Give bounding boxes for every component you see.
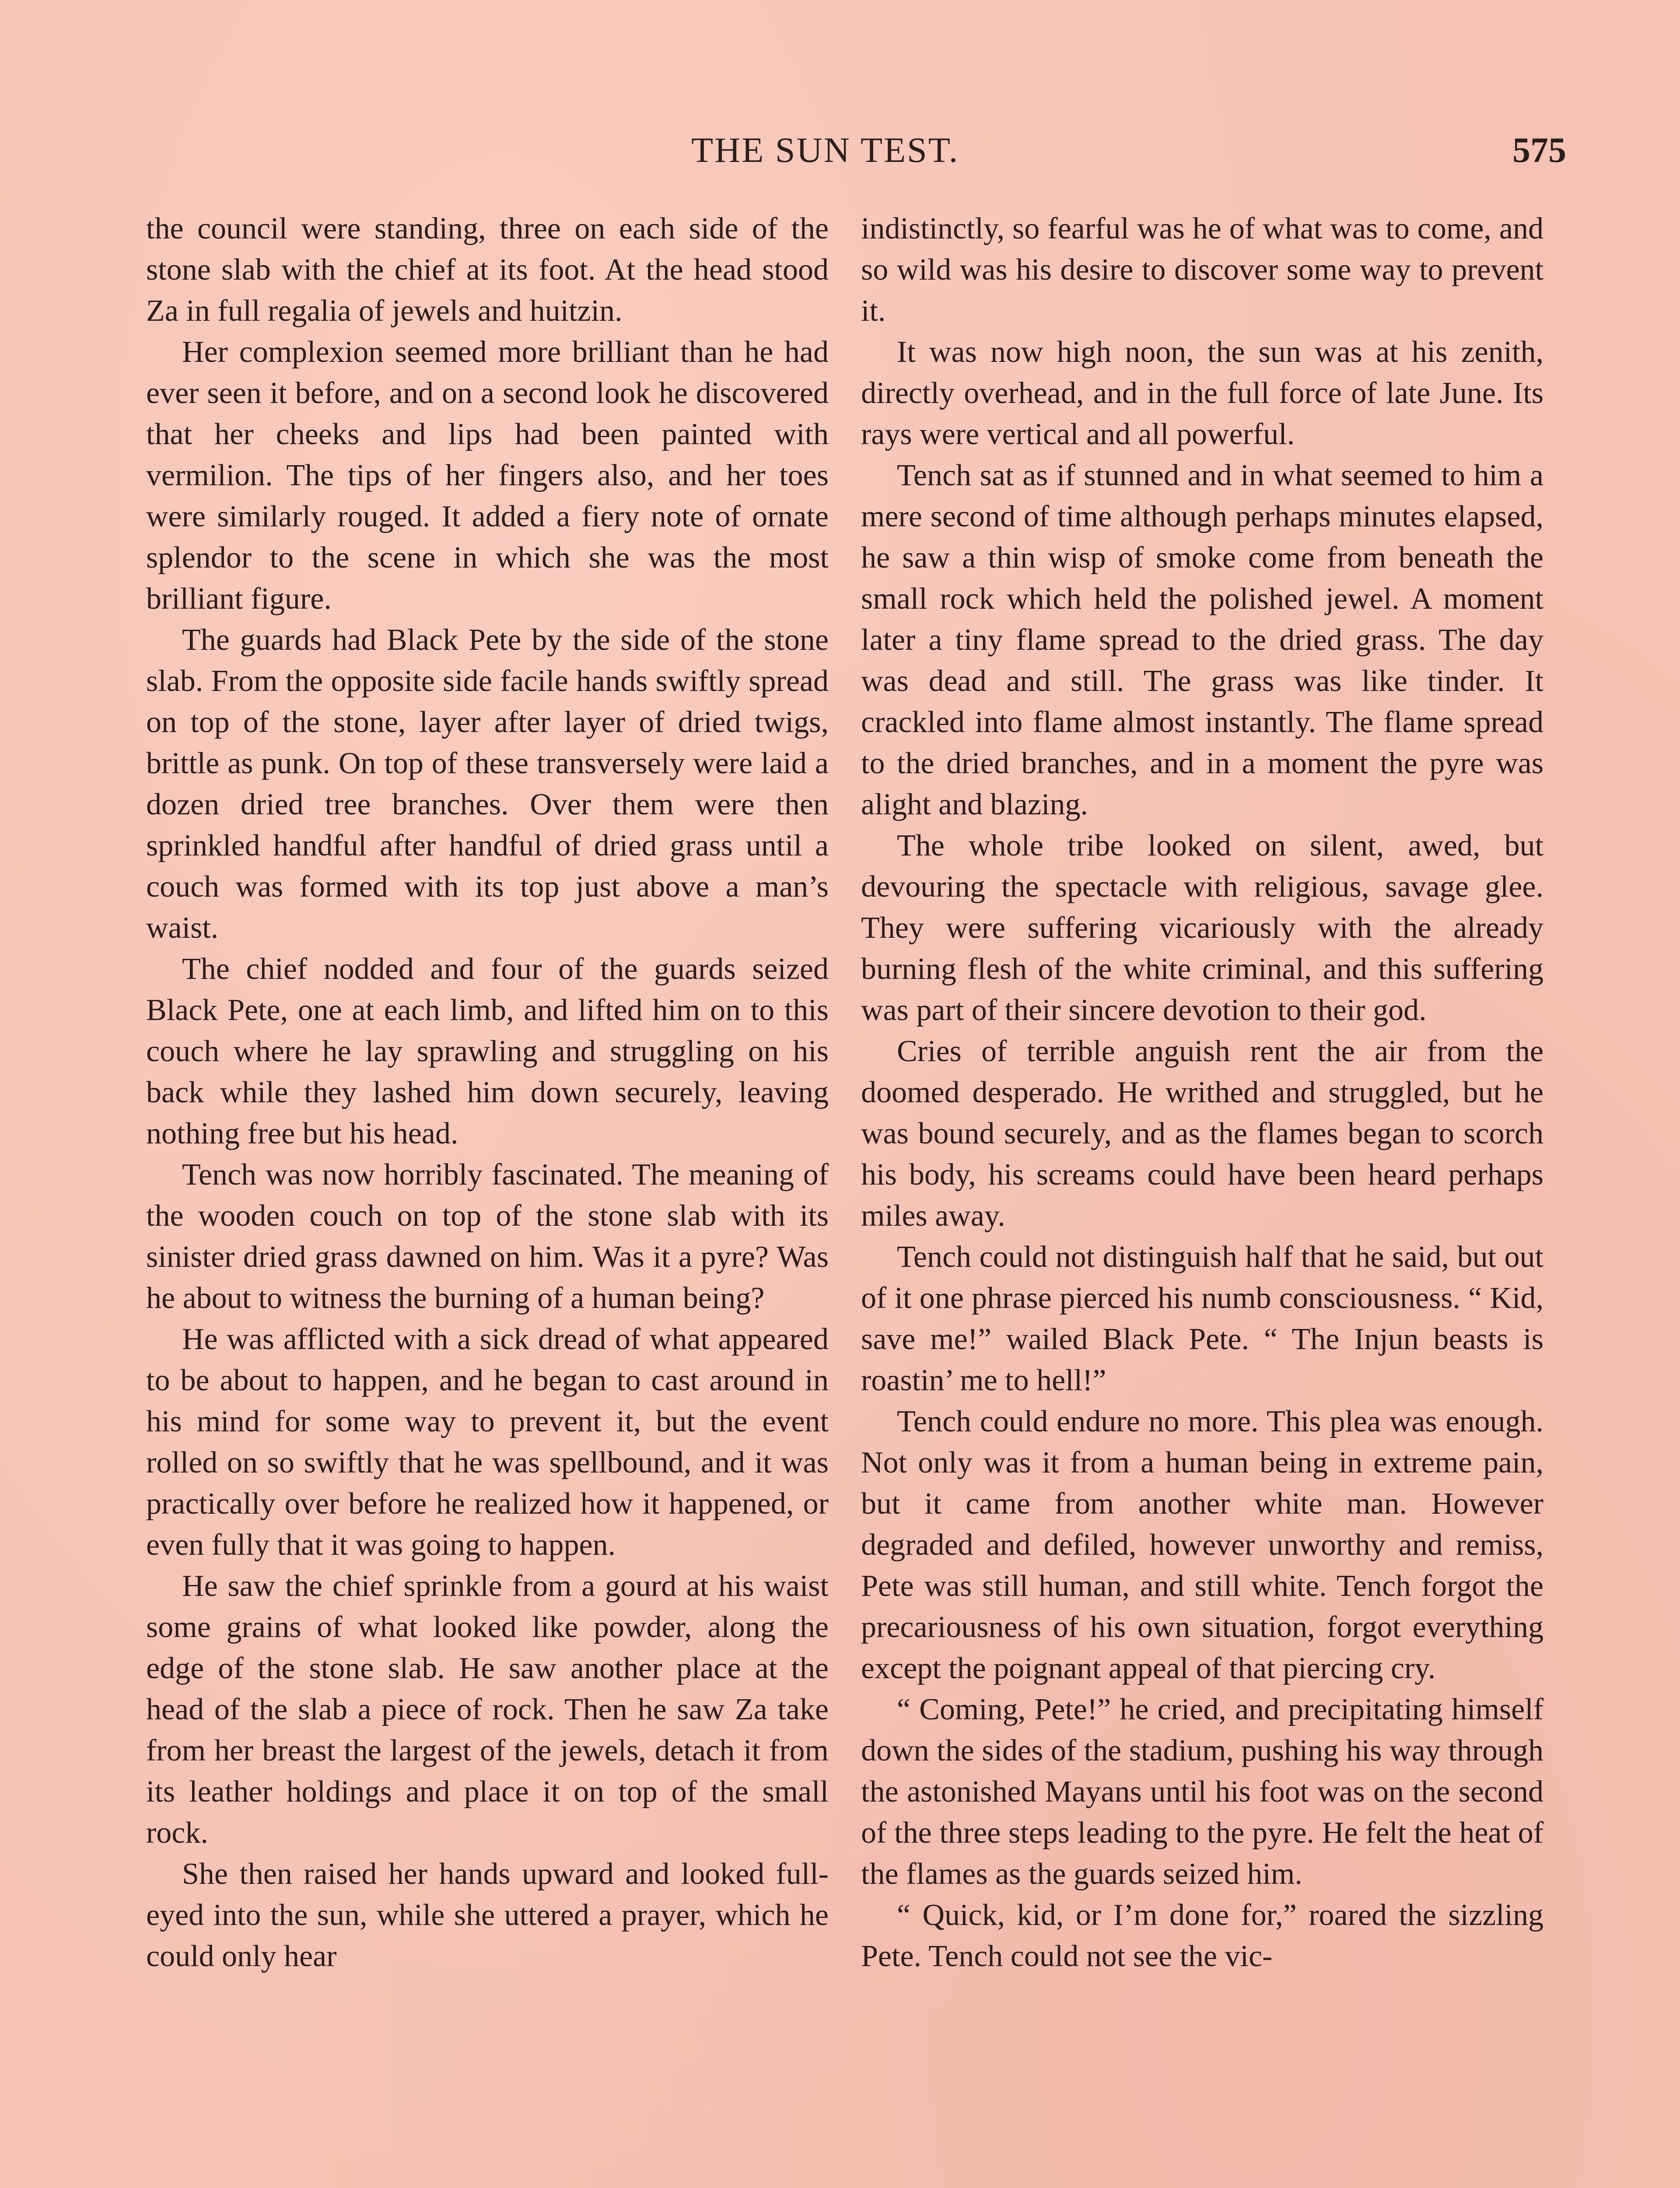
paragraph: It was now high noon, the sun was at his zenith, directly overhead, and in the full force of late June. Its rays were vertical and all powerful.: [861, 335, 1544, 451]
running-title: THE SUN TEST.: [691, 130, 959, 170]
paragraph: The chief nodded and four of the guards seized Black Pete, one at each limb, and lifted him on to this couch where he lay sprawling and struggling on his back while they lashed him down securely, leaving nothing free but his head.: [146, 952, 829, 1150]
paragraph: He was afflicted with a sick dread of what appeared to be about to happen, and he began to cast around in his mind for some way to prevent it, but the event rolled on so swiftly that he was spellbound, and it was practically over before he realized how it happened, or even fully that it was going to happen.: [146, 1322, 829, 1562]
paragraph: The whole tribe looked on silent, awed, but devouring the spectacle with religious, savage glee. They were suffering vicariously with the already burning flesh of the white criminal, and this suffering was part of their sincere devotion to their god.: [861, 829, 1544, 1027]
paragraph: the council were standing, three on each side of the stone slab with the chief at its foot. At the head stood Za in full regalia of jewels and huitzin.: [146, 212, 829, 328]
paragraph: indistinctly, so fearful was he of what was to come, and so wild was his desire to discover some way to prevent it.: [861, 212, 1544, 328]
paragraph: Her complexion seemed more brilliant than he had ever seen it before, and on a second look he discovered that her cheeks and lips had been painted with vermilion. The tips of her fingers also, and her toes were similarly rouged. It added a fiery note of ornate splendor to the scene in which she was the most brilliant figure.: [146, 335, 829, 616]
paragraph: Tench could endure no more. This plea was enough. Not only was it from a human being in extreme pain, but it came from another white man. However degraded and defiled, however unworthy and remiss, Pete was still human, and still white. Tench forgot the precariousness of his own situation, forgot everything except the poignant appeal of that piercing cry.: [861, 1405, 1544, 1685]
paragraph: “ Coming, Pete!” he cried, and precipitating himself down the sides of the stadium, pushing his way through the astonished Mayans until his foot was on the second of the three steps leading to the pyre. He felt the heat of the flames as the guards seized him.: [861, 1693, 1544, 1891]
paragraph: The guards had Black Pete by the side of the stone slab. From the opposite side facile hands swiftly spread on top of the stone, layer after layer of dried twigs, brittle as punk. On top of these transversely were laid a dozen dried tree branches. Over them were then sprinkled handful after handful of dried grass until a couch was formed with its top just above a man’s waist.: [146, 623, 829, 945]
paragraph: Tench sat as if stunned and in what seemed to him a mere second of time although perhaps minutes elapsed, he saw a thin wisp of smoke come from beneath the small rock which held the polished jewel. A moment later a tiny flame spread to the dried grass. The day was dead and still. The grass was like tinder. It crackled into flame almost instantly. The flame spread to the dried branches, and in a moment the pyre was alight and blazing.: [861, 459, 1544, 821]
right-column: [861, 208, 1544, 1977]
page-header: [691, 130, 1566, 178]
paragraph: She then raised her hands upward and looked full-eyed into the sun, while she uttered a prayer, which he could only hear: [146, 1857, 829, 1973]
left-column: [146, 208, 829, 1977]
page-number: 575: [1512, 130, 1566, 170]
paragraph: He saw the chief sprinkle from a gourd at his waist some grains of what looked like powder, along the edge of the stone slab. He saw another place at the head of the slab a piece of rock. Then he saw Za take from her breast the largest of the jewels, detach it from its leather holdings and place it on top of the small rock.: [146, 1569, 829, 1850]
paragraph: “ Quick, kid, or I’m done for,” roared the sizzling Pete. Tench could not see the vic-: [861, 1898, 1544, 1973]
paragraph: Tench was now horribly fascinated. The meaning of the wooden couch on top of the stone slab with its sinister dried grass dawned on him. Was it a pyre? Was he about to witness the burning of a human being?: [146, 1158, 829, 1315]
paragraph: Tench could not distinguish half that he said, but out of it one phrase pierced his numb consciousness. “ Kid, save me!” wailed Black Pete. “ The Injun beasts is roastin’ me to hell!”: [861, 1240, 1544, 1397]
paragraph: Cries of terrible anguish rent the air from the doomed desperado. He writhed and struggled, but he was bound securely, and as the flames began to scorch his body, his screams could have been heard perhaps miles away.: [861, 1034, 1544, 1233]
